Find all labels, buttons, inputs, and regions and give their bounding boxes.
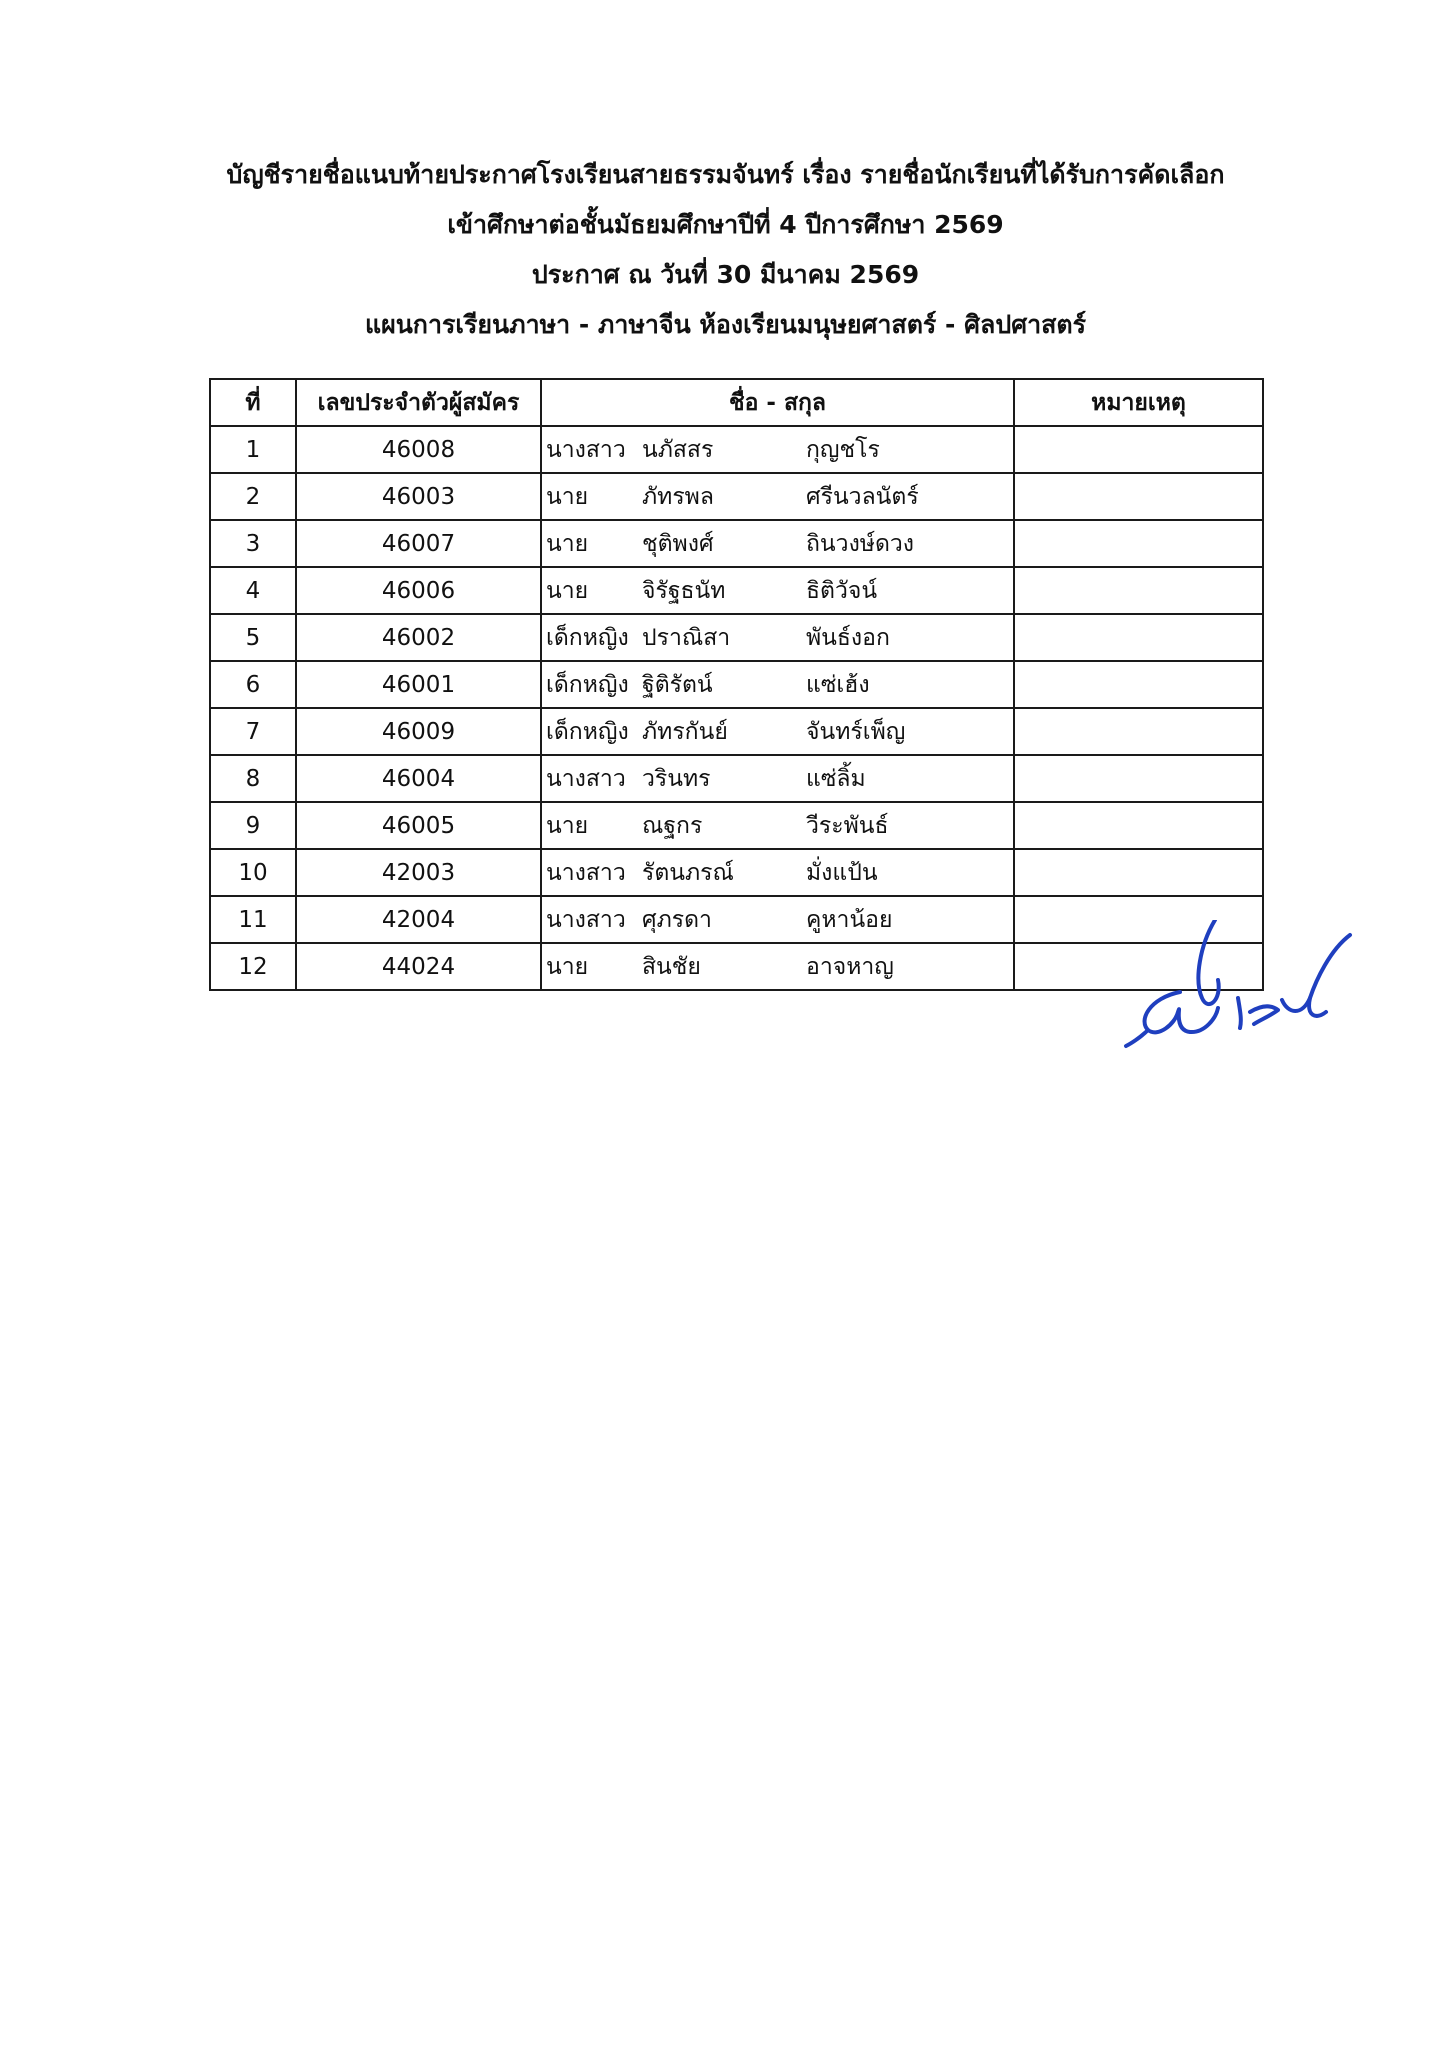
first-name: ฐิติรัตน์ [642, 671, 713, 698]
applicant-id: 46004 [296, 755, 541, 802]
remark-cell [1014, 567, 1263, 614]
table-row [210, 802, 1263, 849]
table-row [210, 708, 1263, 755]
document-header [0, 150, 1451, 350]
first-name: ภัทรกันย์ [642, 718, 728, 745]
remark-cell [1014, 755, 1263, 802]
row-number: 12 [210, 943, 296, 990]
student-name [541, 943, 1014, 990]
student-name [541, 708, 1014, 755]
applicant-id: 46008 [296, 426, 541, 473]
first-name: นภัสสร [642, 436, 714, 463]
first-name: รัตนภรณ์ [642, 859, 734, 886]
first-name: ภัทรพล [642, 483, 714, 510]
table-row [210, 943, 1263, 990]
applicant-id: 46001 [296, 661, 541, 708]
header-announce-date: ประกาศ ณ วันที่ 30 มีนาคม 2569 [531, 260, 920, 289]
table-row [210, 473, 1263, 520]
table-row [210, 520, 1263, 567]
name-prefix: เด็กหญิง [546, 718, 629, 745]
table-row [210, 755, 1263, 802]
student-name [541, 661, 1014, 708]
name-prefix: นางสาว [546, 765, 626, 792]
last-name: ศรีนวลนัตร์ [806, 483, 919, 510]
table-row [210, 896, 1263, 943]
applicant-id: 42004 [296, 896, 541, 943]
name-prefix: นาย [546, 577, 589, 604]
applicant-id: 46009 [296, 708, 541, 755]
row-number: 9 [210, 802, 296, 849]
student-name [541, 614, 1014, 661]
name-prefix: นางสาว [546, 859, 626, 886]
student-roster-table [209, 378, 1264, 991]
first-name: ศุภรดา [642, 906, 712, 933]
remark-cell [1014, 473, 1263, 520]
student-name [541, 473, 1014, 520]
column-header-applicant-id: เลขประจำตัวผู้สมัคร [296, 379, 541, 426]
table-row [210, 614, 1263, 661]
first-name: ณฐกร [642, 812, 703, 839]
last-name: ธิติวัจน์ [806, 577, 878, 604]
name-prefix: นาย [546, 483, 589, 510]
last-name: พันธ์งอก [806, 624, 890, 651]
table-body [210, 426, 1263, 990]
row-number: 7 [210, 708, 296, 755]
table-row [210, 426, 1263, 473]
applicant-id: 46007 [296, 520, 541, 567]
remark-cell [1014, 520, 1263, 567]
row-number: 3 [210, 520, 296, 567]
first-name: ปราณิสา [642, 624, 731, 651]
remark-cell [1014, 426, 1263, 473]
student-name [541, 755, 1014, 802]
last-name: วีระพันธ์ [806, 812, 889, 839]
header-program: แผนการเรียนภาษา - ภาษาจีน ห้องเรียนมนุษยศาสตร์ - ศิลปศาสตร์ [364, 310, 1087, 339]
column-header-remark: หมายเหตุ [1014, 379, 1263, 426]
last-name: แซ่ลิ้ม [806, 765, 866, 792]
name-prefix: นางสาว [546, 436, 626, 463]
row-number: 4 [210, 567, 296, 614]
student-name [541, 802, 1014, 849]
last-name: แซ่เฮ้ง [806, 671, 870, 698]
row-number: 2 [210, 473, 296, 520]
header-title-line-1: บัญชีรายชื่อแนบท้ายประกาศโรงเรียนสายธรรมจันทร์ เรื่อง รายชื่อนักเรียนที่ได้รับการคัดเลือก [226, 160, 1225, 189]
first-name: วรินทร [642, 765, 711, 792]
name-prefix: นาย [546, 953, 589, 980]
applicant-id: 46002 [296, 614, 541, 661]
table-header-row [210, 379, 1263, 426]
student-name [541, 567, 1014, 614]
row-number: 5 [210, 614, 296, 661]
first-name: ชุติพงศ์ [642, 530, 714, 557]
applicant-id: 44024 [296, 943, 541, 990]
table-row [210, 567, 1263, 614]
name-prefix: นาย [546, 812, 589, 839]
name-prefix: เด็กหญิง [546, 671, 629, 698]
last-name: คูหาน้อย [806, 906, 893, 933]
first-name: จิรัฐธนัท [642, 577, 726, 604]
row-number: 1 [210, 426, 296, 473]
applicant-id: 46005 [296, 802, 541, 849]
header-title-line-2: เข้าศึกษาต่อชั้นมัธยมศึกษาปีที่ 4 ปีการศึกษา 2569 [447, 210, 1004, 239]
applicant-id: 46006 [296, 567, 541, 614]
row-number: 8 [210, 755, 296, 802]
student-name [541, 520, 1014, 567]
last-name: อาจหาญ [806, 953, 894, 980]
remark-cell [1014, 708, 1263, 755]
student-name [541, 426, 1014, 473]
student-name [541, 849, 1014, 896]
row-number: 10 [210, 849, 296, 896]
applicant-id: 46003 [296, 473, 541, 520]
table-row [210, 661, 1263, 708]
first-name: สินชัย [642, 953, 701, 980]
column-header-name: ชื่อ - สกุล [541, 379, 1014, 426]
remark-cell [1014, 849, 1263, 896]
signature-icon [1120, 920, 1360, 1090]
remark-cell [1014, 614, 1263, 661]
table-row [210, 849, 1263, 896]
remark-cell [1014, 802, 1263, 849]
last-name: จันทร์เพ็ญ [806, 718, 906, 745]
name-prefix: นาย [546, 530, 589, 557]
name-prefix: นางสาว [546, 906, 626, 933]
last-name: กุญชโร [806, 436, 880, 463]
remark-cell [1014, 661, 1263, 708]
last-name: มั่งแป้น [806, 859, 878, 886]
column-header-no: ที่ [210, 379, 296, 426]
applicant-id: 42003 [296, 849, 541, 896]
name-prefix: เด็กหญิง [546, 624, 629, 651]
last-name: ถินวงษ์ดวง [806, 530, 915, 557]
row-number: 6 [210, 661, 296, 708]
row-number: 11 [210, 896, 296, 943]
student-name [541, 896, 1014, 943]
